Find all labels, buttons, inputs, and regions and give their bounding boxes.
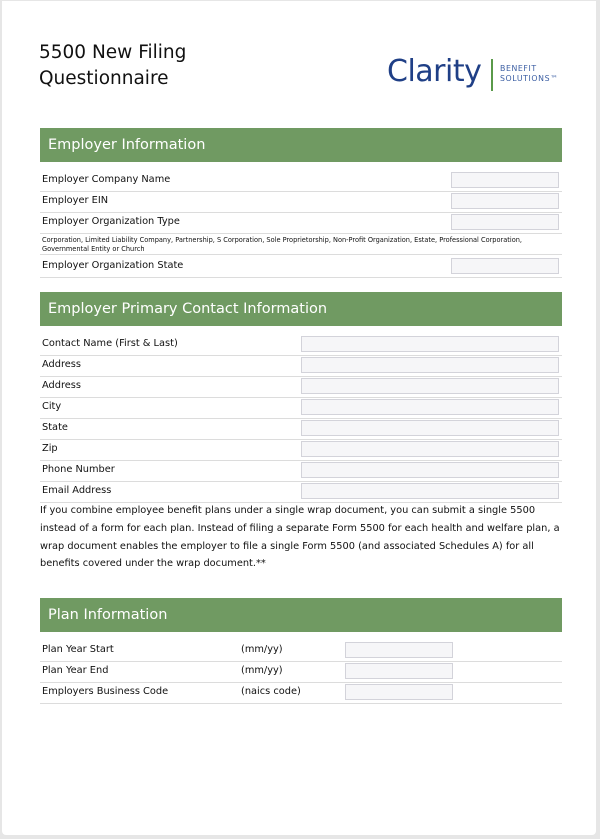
- section-header-employer-information: Employer Information: [40, 128, 562, 162]
- form-row-plan-year-start: [40, 641, 562, 662]
- field-label: Address: [42, 380, 82, 391]
- field-label: Plan Year Start: [42, 644, 114, 655]
- form-row-employers-business-code: [40, 683, 562, 704]
- field-label: State: [42, 422, 68, 433]
- document-page: [2, 1, 596, 835]
- field-label: Email Address: [42, 485, 112, 496]
- field-label: Employer EIN: [42, 195, 109, 206]
- field-label: Phone Number: [42, 464, 115, 475]
- logo-tagline: [500, 64, 559, 84]
- city-input[interactable]: [301, 399, 559, 415]
- form-row-address-2: [40, 377, 562, 398]
- employer-organization-state-input[interactable]: [451, 258, 559, 274]
- email-address-input[interactable]: [301, 483, 559, 499]
- logo-wordmark: Clarity: [387, 54, 482, 89]
- field-format-hint: (mm/yy): [241, 665, 283, 676]
- form-row-employer-organization-state: [40, 257, 562, 278]
- form-row-zip: [40, 440, 562, 461]
- address-line-2-input[interactable]: [301, 378, 559, 394]
- field-label: Employer Company Name: [42, 174, 171, 185]
- field-label: Employer Organization State: [42, 260, 184, 271]
- field-label: Employer Organization Type: [42, 216, 180, 227]
- address-line-1-input[interactable]: [301, 357, 559, 373]
- field-format-hint: (naics code): [241, 686, 301, 697]
- contact-name-input[interactable]: [301, 336, 559, 352]
- employer-company-name-input[interactable]: [451, 172, 559, 188]
- field-label: Zip: [42, 443, 58, 454]
- state-input[interactable]: [301, 420, 559, 436]
- form-row-city: [40, 398, 562, 419]
- organization-type-options-text: Corporation, Limited Liability Company, Partnership, S Corporation, Sole Proprietorship, Non-Profit Organization, Estate, Professional Corporation, Governmental Entity or Church: [42, 236, 523, 253]
- plan-year-start-input[interactable]: [345, 642, 453, 658]
- employer-organization-type-input[interactable]: [451, 214, 559, 230]
- form-row-contact-name: [40, 335, 562, 356]
- field-label: Plan Year End: [42, 665, 109, 676]
- phone-number-input[interactable]: [301, 462, 559, 478]
- form-row-plan-year-end: [40, 662, 562, 683]
- title-line-2: Questionnaire: [39, 68, 169, 89]
- document-title: [39, 40, 186, 92]
- wrap-document-note: If you combine employee benefit plans under a single wrap document, you can submit a single 5500 instead of a form for each plan. Instead of filing a separate Form 5500 for each health and welfare plan, a wrap document enables the employer to file a single Form 5500 (and associated Schedules A) for all benefits covered under the wrap document.**: [40, 505, 560, 570]
- field-label: Address: [42, 359, 82, 370]
- title-line-1: 5500 New Filing: [39, 42, 187, 63]
- employers-business-code-input[interactable]: [345, 684, 453, 700]
- plan-year-end-input[interactable]: [345, 663, 453, 679]
- logo-tagline-line-2: SOLUTIONS™: [500, 74, 559, 83]
- form-row-phone-number: [40, 461, 562, 482]
- employer-ein-input[interactable]: [451, 193, 559, 209]
- section-header-plan-information: Plan Information: [40, 598, 562, 632]
- form-row-address-1: [40, 356, 562, 377]
- form-row-employer-company-name: [40, 171, 562, 192]
- field-label: City: [42, 401, 62, 412]
- logo-tagline-line-1: BENEFIT: [500, 64, 537, 73]
- form-row-employer-organization-type: [40, 213, 562, 234]
- field-label: Employers Business Code: [42, 686, 169, 697]
- section-header-employer-primary-contact: Employer Primary Contact Information: [40, 292, 562, 326]
- organization-type-options-note: [40, 234, 562, 255]
- field-format-hint: (mm/yy): [241, 644, 283, 655]
- form-row-email-address: [40, 482, 562, 503]
- field-label: Contact Name (First & Last): [42, 338, 178, 349]
- form-row-state: [40, 419, 562, 440]
- logo-divider-bar: [491, 59, 493, 91]
- form-row-employer-ein: [40, 192, 562, 213]
- zip-input[interactable]: [301, 441, 559, 457]
